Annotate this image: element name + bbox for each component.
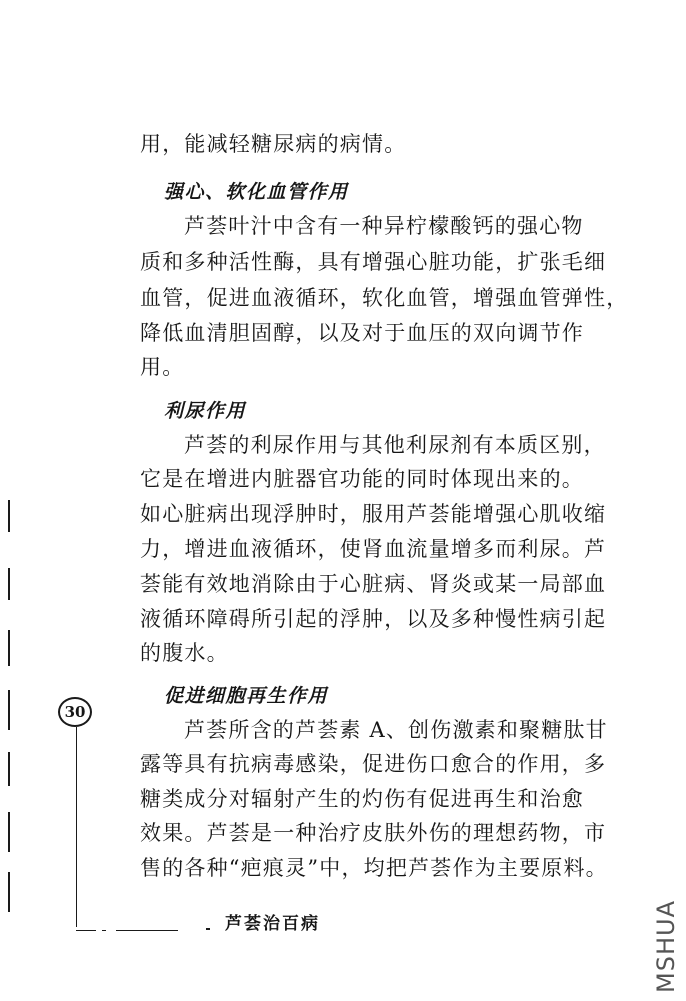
watermark: MSHUA bbox=[652, 900, 680, 993]
body-text-line: 的腹水。 bbox=[140, 641, 229, 665]
footer-rule bbox=[76, 930, 96, 931]
footer-book-title: 芦荟治百病 bbox=[225, 914, 320, 934]
section-heading-cardiotonic: 强心、软化血管作用 bbox=[164, 181, 349, 203]
body-text-line: 芦荟所含的芦荟素 A、创伤激素和聚糖肽甘 bbox=[184, 718, 608, 742]
body-text-line: 质和多种活性酶，具有增强心脏功能，扩张毛细 bbox=[140, 250, 607, 274]
body-text-line: 力，增进血液循环，使肾血流量增多而利尿。芦 bbox=[140, 537, 607, 561]
body-text-line: 降低血清胆固醇，以及对于血压的双向调节作 bbox=[140, 321, 584, 345]
margin-mark bbox=[8, 568, 10, 600]
body-text-line: 如心脏病出现浮肿时，服用芦荟能增强心肌收缩 bbox=[140, 502, 607, 526]
body-text-line: 它是在增进内脏器官功能的同时体现出来的。 bbox=[140, 467, 584, 491]
body-text-line: 露等具有抗病毒感染，促进伤口愈合的作用，多 bbox=[140, 752, 607, 776]
body-text-line: 血管，促进血液循环，软化血管，增强血管弹性， bbox=[140, 286, 629, 310]
margin-mark bbox=[8, 690, 10, 730]
margin-mark bbox=[8, 500, 10, 532]
body-text-line: 荟能有效地消除由于心脏病、肾炎或某一局部血 bbox=[140, 572, 607, 596]
body-text-line: 售的各种“疤痕灵”中，均把芦荟作为主要原料。 bbox=[140, 856, 608, 880]
margin-mark bbox=[8, 812, 10, 852]
body-text-line: 用，能减轻糖尿病的病情。 bbox=[140, 132, 407, 156]
footer-rule bbox=[102, 930, 106, 931]
body-text-line: 芦荟叶汁中含有一种异柠檬酸钙的强心物 bbox=[184, 214, 584, 238]
margin-rule bbox=[76, 727, 77, 927]
section-heading-cell-regeneration: 促进细胞再生作用 bbox=[164, 685, 329, 707]
margin-mark bbox=[8, 752, 10, 786]
body-text-line: 液循环障碍所引起的浮肿，以及多种慢性病引起 bbox=[140, 607, 607, 631]
margin-mark bbox=[8, 872, 10, 912]
footer-dot bbox=[206, 928, 210, 930]
body-text-line: 芦荟的利尿作用与其他利尿剂有本质区别， bbox=[184, 433, 606, 457]
body-text-line: 效果。芦荟是一种治疗皮肤外伤的理想药物，市 bbox=[140, 821, 607, 845]
margin-mark bbox=[8, 630, 10, 666]
section-heading-diuretic: 利尿作用 bbox=[164, 400, 247, 422]
footer-rule bbox=[116, 930, 178, 931]
body-text-line: 用。 bbox=[140, 355, 185, 379]
page-number: 30 bbox=[58, 697, 92, 727]
body-text-line: 糖类成分对辐射产生的灼伤有促进再生和治愈 bbox=[140, 787, 584, 811]
